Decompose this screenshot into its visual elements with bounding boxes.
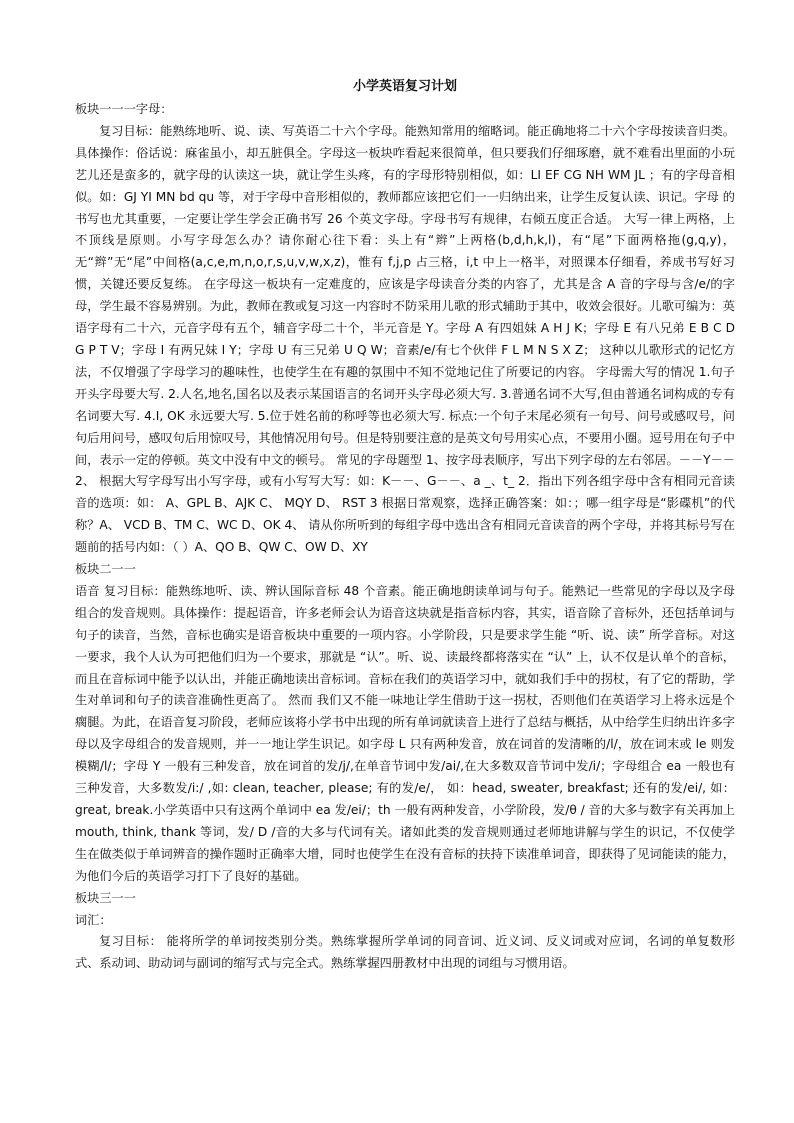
section-heading-phonetics: 板块二一一 bbox=[75, 562, 136, 577]
section-paragraph-phonetics: 语音 复习目标：能熟练地听、读、辨认国际音标 48 个音素。能正确地朗读单词与句子。能熟记一些常见的字母以及字母组合的发音规则。具体操作：提起语音，许多老师会认为语音这块就是指音标内容，其实，语音除了音标外，还包括单词与句子的读音，当然，音标也确实是语音板块中重要的一项内容。小学阶段，只是要求学生能 “听、说、读” 所学音标。对这一要求，我个人认为可把他们归为一个要求，那就是 “认”。听、说、读最终都将落实在 “认” 上，认不仅是认单个的音标，而且在音标词中能予以认出，并能正确地读出音标词。音标在我们的英语学习中，就如我们手中的拐杖，有了它的帮助，学生对单词和句子的读音准确性更高了。 然而 我们又不能一味地让学生借助于这一拐杖，否则他们在英语学习上将永远是个瘸腿。为此，在语音复习阶段，老师应该将小学书中出现的所有单词就读音上进行了总结与概括，从中给学生归纳出许多字母以及字母组合的发音规则，并一一地让学生识记。如字母 L 只有两种发音，放在词首的发清晰的/l/，放在词末或 le 则发模糊/l/；字母 Y 一般有三种发音，放在词首的发/j/,在单音节词中发/ai/,在大多数双音节词中发/i/；字母组合 ea 一般也有三种发音，大多数发/i:/ ,如: clean, teacher, please; 有的发/e/， 如：head, sweater, breakfast; 还有的发/ei/, 如：great, break.小学英语中只有这两个单词中 ea 发/ei/；th 一般有两种发音，小学阶段，发/θ / 音的大多与数字有关再加上 mouth, think, thank 等词，发/ D /音的大多与代词有关。诸如此类的发音规则通过老师地讲解与学生的识记，不仅使学生在做类似于单词辨音的操作题时正确率大增，同时也使学生在没有音标的扶持下读准单词音，即获得了见词能读的能力，为他们今后的英语学习打下了良好的基础。 bbox=[75, 583, 735, 883]
document-title: 小学英语复习计划 bbox=[352, 79, 457, 94]
section-heading-letters: 板块一一一字母： bbox=[75, 102, 173, 116]
section-heading-vocabulary: 板块三一一 bbox=[75, 890, 136, 905]
section-paragraph-letters: 复习目标：能熟练地听、说、读、写英语二十六个字母。能熟知常用的缩略词。能正确地将二十六个字母按读音归类。具体操作：俗话说：麻雀虽小，却五脏俱全。字母这一板块咋看起来很简单，但只要我们仔细琢磨，就不难看出里面的小玩艺儿还是蛮多的，就字母的认读这一块，就让学生头疼，有的字母形特别相似，如：LI EF CG NH WM JL ；有的字母音相似。如：GJ YI MN bd qu 等，对于字母中音形相似的，教师都应该把它们一一归纳出来，让学生反复认读、识记。字母 的书写也尤其重要，一定要让学生学会正确书写 26 个英文字母。字母书写有规律，右倾五度正合适。 大写一律上两格，上不顶线是原则。小写字母怎么办？请你耐心往下看：头上有“辫”上两格(b,d,h,k,l)，有“尾”下面两格拖(g,q,y)，无“辫”无“尾”中间格(a,c,e,m,n,o,r,s,u,v,w,x,z)，惟有 f,j,p 占三格，i,t 中上一格半，对照课本仔细看，养成书写好习惯，关键还要反复练。 在字母这一板块有一定难度的，应该是字母读音分类的内容了，尤其是含 A 音的字母与含/e/的字母，学生最不容易辨别。为此，教师在教或复习这一内容时不防采用儿歌的形式辅助于其中，收效会很好。儿歌可编为：英语字母有二十六，元音字母有五个，辅音字母二十个，半元音是 Y。字母 A 有四姐妹 A H J K；字母 E 有八兄弟 E B C D G P T V；字母 I 有两兄妹 I Y；字母 U 有三兄弟 U Q W；音素/e/有七个伙伴 F L M N S X Z； 这种以儿歌形式的记忆方法，不仅增强了字母学习的趣味性，也使学生在有趣的氛围中不知不觉地记住了所要记的内容。 字母需大写的情况 1.句子开头字母要大写. 2.人名,地名,国名以及表示某国语言的名词开头字母必须大写. 3.普通名词不大写,但由普通名词构成的专有名词要大写. 4.I, OK 永远要大写. 5.位于姓名前的称呼等也必须大写. 标点:一个句子末尾必须有一句号、问号或感叹号，问句后用问号，感叹句后用惊叹号，其他情况用句号。但是特别要注意的是英文句号用实心点，不要用小圈。逗号用在句子中间，表示一定的停顿。英文中没有中文的顿号。 常见的字母题型 1、按字母表顺序，写出下列字母的左右邻居。－－Y－－ 2、 根据大写字母写出小写字母，或有小写写大写：如：K－－、G－－、a _、t_ 2．指出下列各组字母中含有相同元音读音的选项：如： A、GPL B、AJK C、 MQY D、 RST 3 根据日常观察，选择正确答案：如：；哪一组字母是“影碟机”的代称？A、 VCD B、TM C、WC D、OK 4、 请从你所听到的每组字母中选出含有相同元音读音的两个字母，并将其标号写在题前的括号内如：（ ）A、QO B、QW C、OW D、XY bbox=[75, 123, 735, 555]
section-subheading-vocabulary: 词汇： bbox=[75, 912, 112, 927]
document-page bbox=[75, 76, 735, 975]
section-paragraph-vocabulary: 复习目标： 能将所学的单词按类别分类。熟练掌握所学单词的同音词、近义词、反义词或对应词，名词的单复数形式、系动词、助动词与副词的缩写式与完全式。熟练掌握四册教材中出现的词组与习惯用语。 bbox=[75, 934, 735, 971]
